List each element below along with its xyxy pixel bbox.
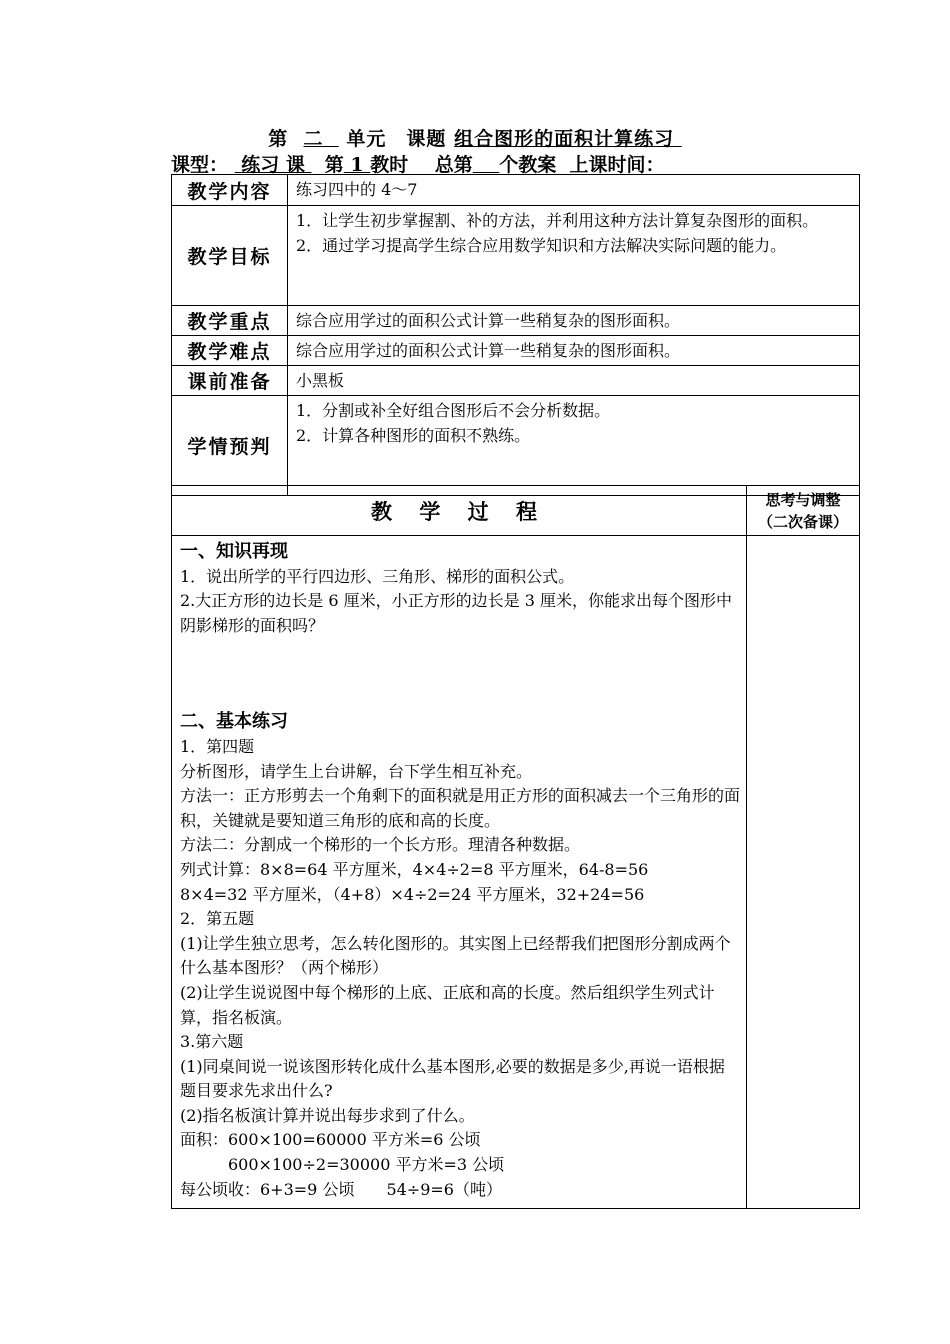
- value-key-points: 综合应用学过的面积公式计算一些稍复杂的图形面积。: [288, 306, 860, 336]
- reflection-subtitle: （二次备课）: [757, 512, 848, 531]
- practice-line: (1)让学生独立思考，怎么转化图形的。其实图上已经帮我们把图形分割成两个什么基本图形？（两个梯形）: [180, 933, 731, 978]
- process-content: [172, 536, 747, 1209]
- page-title: [0, 124, 950, 151]
- row-key-points: [172, 306, 860, 336]
- goal-2: 2．通过学习提高学生综合应用数学知识和方法解决实际问题的能力。: [296, 236, 787, 255]
- section-practice-title: 二、基本练习: [180, 711, 288, 733]
- total-prefix: 总第: [434, 154, 473, 176]
- prediction-1: 1．分割或补全好组合图形后不会分析数据。: [296, 401, 611, 420]
- label-key-points: 教学重点: [172, 306, 288, 336]
- practice-line: 1．第四题: [180, 736, 255, 756]
- process-heading: 教 学 过 程: [172, 486, 747, 536]
- reflection-column: [747, 536, 860, 1209]
- row-content: [172, 175, 860, 206]
- value-content: 练习四中的 4～7: [288, 175, 860, 206]
- value-preparation: 小黑板: [288, 366, 860, 396]
- process-header-row: [172, 486, 860, 536]
- practice-line: 分析图形，请学生上台讲解，台下学生相互补充。: [180, 761, 533, 781]
- label-preparation: 课前准备: [172, 366, 288, 396]
- practice-line: (1)同桌间说一说该图形转化成什么基本图形,必要的数据是多少,再说一语根据题目要求先求出什么?: [180, 1056, 725, 1101]
- value-prediction: [288, 396, 860, 496]
- practice-line: 方法一：正方形剪去一个角剩下的面积就是用正方形的面积减去一个三角形的面积，关键就是要知道三角形的底和高的长度。: [180, 786, 741, 830]
- knowledge-line-2: 2.大正方形的边长是 6 厘米，小正方形的边长是 3 厘米，你能求出每个图形中阴影梯形的面积吗？: [180, 591, 732, 635]
- practice-line: 面积：600×100=60000 平方米=6 公顷: [180, 1130, 481, 1150]
- unit-number: 二: [303, 128, 324, 150]
- lesson-type: 练习 课: [241, 154, 305, 176]
- process-body-row: [172, 536, 860, 1209]
- row-goals: [172, 206, 860, 306]
- row-prediction: [172, 396, 860, 496]
- spacer: [180, 638, 740, 710]
- practice-line: 列式计算：8×8=64 平方厘米，4×4÷2=8 平方厘米，64-8=56: [180, 859, 649, 879]
- period-suffix: 教时: [370, 154, 409, 176]
- value-goals: [288, 206, 860, 306]
- practice-line: 2．第五题: [180, 909, 255, 929]
- info-table: [171, 174, 860, 496]
- lesson-type-label: 课型：: [171, 154, 229, 176]
- row-difficulties: [172, 336, 860, 366]
- knowledge-line-1: 1．说出所学的平行四边形、三角形、梯形的面积公式。: [180, 566, 575, 586]
- practice-line: (2)指名板演计算并说出每步求到了什么。: [180, 1105, 475, 1125]
- lesson-topic: 组合图形的面积计算练习: [454, 128, 675, 150]
- lesson-meta: [171, 150, 871, 177]
- label-goals: 教学目标: [172, 206, 288, 306]
- label-content: 教学内容: [172, 175, 288, 206]
- process-table: [171, 485, 860, 1209]
- practice-line: 方法二：分割成一个梯形的一个长方形。理清各种数据。: [180, 835, 581, 855]
- title-mid: 单元 课题: [346, 128, 447, 150]
- practice-line: 每公顷收：6+3=9 公顷 54÷9=6（吨）: [180, 1179, 502, 1199]
- prediction-2: 2．计算各种图形的面积不熟练。: [296, 426, 531, 445]
- practice-line: 3.第六题: [180, 1032, 244, 1052]
- class-time-label: 上课时间：: [569, 154, 665, 176]
- total-suffix: 个教案: [499, 154, 557, 176]
- reflection-title: 思考与调整: [765, 490, 841, 509]
- label-difficulties: 教学难点: [172, 336, 288, 366]
- title-prefix: 第: [268, 128, 289, 150]
- row-preparation: [172, 366, 860, 396]
- section-knowledge-title: 一、知识再现: [180, 541, 288, 562]
- practice-line: (2)让学生说说图中每个梯形的上底、正底和高的长度。然后组织学生列式计算，指名板演。: [180, 982, 715, 1027]
- label-prediction: 学情预判: [172, 396, 288, 496]
- period-prefix: 第: [324, 154, 344, 176]
- practice-line: 8×4=32 平方厘米，（4+8）×4÷2=24 平方厘米，32+24=56: [180, 884, 645, 904]
- practice-line: 600×100÷2=30000 平方米=3 公顷: [180, 1155, 505, 1175]
- goal-1: 1．让学生初步掌握割、补的方法，并利用这种方法计算复杂图形的面积。: [296, 211, 819, 230]
- period-number: 1: [350, 154, 364, 176]
- value-difficulties: 综合应用学过的面积公式计算一些稍复杂的图形面积。: [288, 336, 860, 366]
- reflection-heading: [747, 486, 860, 536]
